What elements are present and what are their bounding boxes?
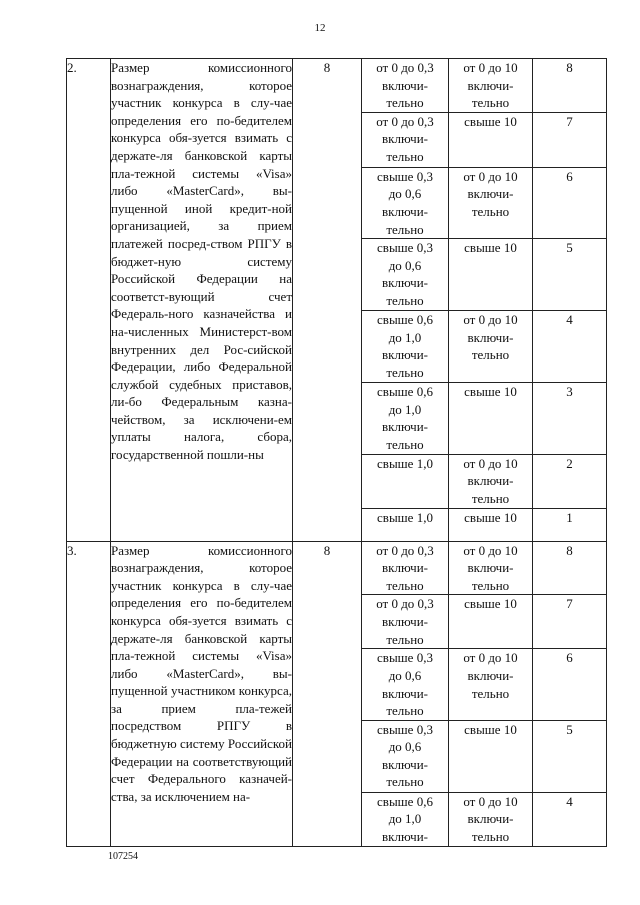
score-cell: 8 — [533, 541, 607, 595]
score-cell: 4 — [533, 311, 607, 383]
criterion-description: Размер комиссионного вознаграждения, которое участник конкурса в слу-чае определения его по-бедителем конкурса обя-зуется взимать с держате-ля банковской карты пла-тежной системы «Visa» либо «MasterCard», вы-пущенной иной кредит-ной организацией, за прием платежей посред-ством РПГУ в бюджет-ную систему Российской Федерации на соответст-вующий счет Федераль-ного казначейства и на-численных Министерст-вом внутренних дел Рос-сийской Федерации, либо Федеральной службой судебных приставов, ли-бо Федеральным казна-чейством, за исключени-ем уплаты налога, сбора, государственной пошли-ны — [111, 59, 293, 542]
range-b-cell: от 0 до 10 включи- тельно — [449, 311, 533, 383]
criterion-description: Размер комиссионного вознаграждения, которое участник конкурса в слу-чае определения его по-бедителем конкурса обя-зуется взимать с держате-ля банковской карты пла-тежной системы «Visa» либо «MasterCard», вы-пущенной участником конкурса, за прием пла-тежей посредством РПГУ в бюджетную систему Российской Федерации на соответствующий счет Федерального казначей-ства, за исключением на- — [111, 541, 293, 846]
range-a-cell: свыше 0,3 до 0,6 включи- тельно — [362, 649, 449, 720]
range-b-cell: свыше 10 — [449, 112, 533, 167]
range-a-cell: от 0 до 0,3 включи- тельно — [362, 595, 449, 649]
range-a-cell: от 0 до 0,3 включи- тельно — [362, 112, 449, 167]
criterion-weight: 8 — [293, 59, 362, 542]
range-b-cell: свыше 10 — [449, 239, 533, 311]
range-b-cell: свыше 10 — [449, 383, 533, 454]
range-a-cell: свыше 0,3 до 0,6 включи- тельно — [362, 720, 449, 792]
range-b-cell: от 0 до 10 включи- тельно — [449, 167, 533, 238]
range-a-cell: свыше 1,0 — [362, 508, 449, 541]
range-a-cell: от 0 до 0,3 включи- тельно — [362, 59, 449, 113]
footer-code: 107254 — [108, 851, 138, 862]
range-a-cell: свыше 0,6 до 1,0 включи- — [362, 792, 449, 846]
criteria-table — [66, 58, 607, 847]
range-a-cell: свыше 0,6 до 1,0 включи- тельно — [362, 383, 449, 454]
score-cell: 5 — [533, 720, 607, 792]
range-b-cell: свыше 10 — [449, 720, 533, 792]
range-a-cell: свыше 0,6 до 1,0 включи- тельно — [362, 311, 449, 383]
row-number: 3. — [67, 541, 111, 846]
score-cell: 7 — [533, 595, 607, 649]
range-b-cell: свыше 10 — [449, 508, 533, 541]
score-cell: 8 — [533, 59, 607, 113]
range-b-cell: от 0 до 10 включи- тельно — [449, 649, 533, 720]
range-b-cell: от 0 до 10 включи- тельно — [449, 454, 533, 508]
score-cell: 6 — [533, 649, 607, 720]
range-a-cell: свыше 0,3 до 0,6 включи- тельно — [362, 167, 449, 238]
range-b-cell: от 0 до 10 включи- тельно — [449, 792, 533, 846]
score-cell: 7 — [533, 112, 607, 167]
range-b-cell: свыше 10 — [449, 595, 533, 649]
criterion-weight: 8 — [293, 541, 362, 846]
range-b-cell: от 0 до 10 включи- тельно — [449, 59, 533, 113]
score-cell: 3 — [533, 383, 607, 454]
range-a-cell: свыше 0,3 до 0,6 включи- тельно — [362, 239, 449, 311]
range-a-cell: свыше 1,0 — [362, 454, 449, 508]
row-number: 2. — [67, 59, 111, 542]
table-row — [67, 59, 607, 113]
score-cell: 2 — [533, 454, 607, 508]
score-cell: 1 — [533, 508, 607, 541]
range-a-cell: от 0 до 0,3 включи- тельно — [362, 541, 449, 595]
table-row — [67, 541, 607, 595]
score-cell: 6 — [533, 167, 607, 238]
page-number: 12 — [314, 22, 326, 34]
range-b-cell: от 0 до 10 включи- тельно — [449, 541, 533, 595]
score-cell: 5 — [533, 239, 607, 311]
score-cell: 4 — [533, 792, 607, 846]
